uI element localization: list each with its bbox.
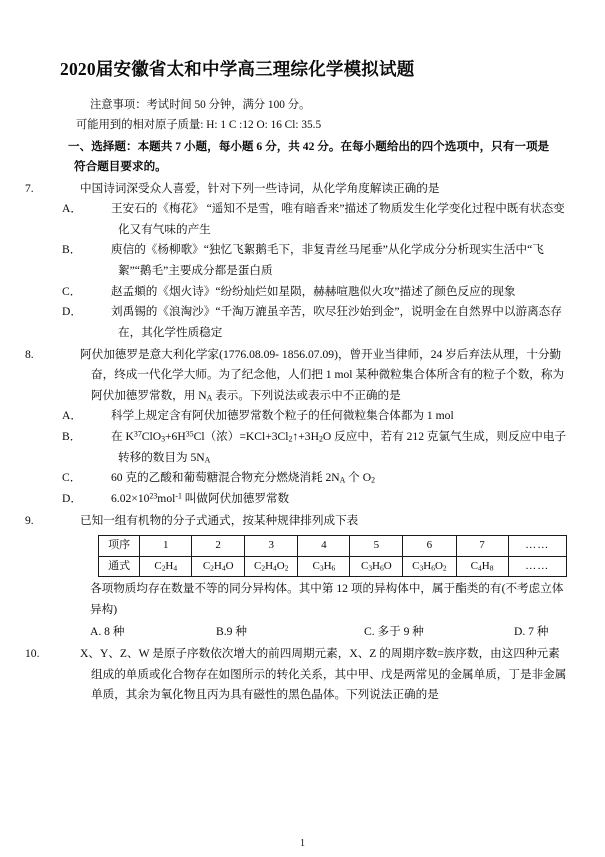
option-7-b-letter: B． bbox=[62, 243, 82, 257]
option-8-d[interactable] bbox=[62, 489, 567, 510]
question-8-text-tail: 表示。下列说法或表示中不正确的是 bbox=[212, 388, 401, 402]
option-8-c[interactable] bbox=[62, 468, 567, 489]
option-7-a-letter: A． bbox=[62, 202, 82, 216]
option-7-c[interactable] bbox=[62, 282, 567, 303]
index-cell-ellipsis: …… bbox=[508, 536, 566, 557]
choice-9-b[interactable]: B.9 种 bbox=[216, 625, 247, 639]
index-cell-1: 1 bbox=[140, 536, 192, 557]
option-8-a-letter: A． bbox=[62, 409, 82, 423]
formula-cell-4: $C_3H_6$ bbox=[298, 556, 350, 577]
option-8-d-letter: D． bbox=[62, 491, 82, 505]
choice-9-a[interactable]: A. 8 种 bbox=[90, 625, 125, 639]
option-8-b-text: 在 $K^{37}ClO_3+6H^{35}Cl$（浓）$=KCl+3Cl_2↑+3H_2O$ 反应中，若有 212 克氯气生成，则反应中电子转移的数目为 $5N_A$ bbox=[111, 429, 567, 465]
table-row-formula bbox=[99, 556, 567, 577]
question-9-stem bbox=[25, 511, 567, 532]
question-9-note: 各项物质均存在数量不等的同分异构体。其中第 12 项的异构体中，属于酯类的有(不考虑立体异构) bbox=[90, 582, 564, 617]
option-7-b-text: 庾信的《杨柳歌》“独忆飞絮鹅毛下，非复青丝马尾垂”从化学成分分析现实生活中“飞絮”“鹅毛”主要成分都是蛋白质 bbox=[111, 243, 544, 278]
index-cell-5: 5 bbox=[350, 536, 403, 557]
page-number: 1 bbox=[300, 838, 305, 849]
option-8-c-text: 60 克的乙酸和葡萄糖混合物充分燃烧消耗 $2N_A$ 个 $O_2$ bbox=[111, 471, 376, 486]
row-label-formula: 通式 bbox=[99, 556, 140, 577]
option-7-a-text: 王安石的《梅花》 “遥知不是雪，唯有暗香来”描述了物质发生化学变化过程中既有状态变化又有气味的产生 bbox=[111, 202, 565, 236]
question-8-number: 8. bbox=[25, 347, 34, 361]
option-7-a[interactable] bbox=[62, 199, 567, 240]
question-7-number: 7. bbox=[25, 181, 34, 195]
formula-table bbox=[98, 535, 567, 577]
question-10 bbox=[25, 644, 567, 706]
question-8-text: 阿伏加德罗是意大利化学家(1776.08.09- 1856.07.09)，曾开业当律师，24 岁后弃法从理，十分勤奋，终成一代化学大师。为了纪念他，人们把 1 mol 某种微粒集合体所含有的粒子个数，称为阿伏加德罗常数，用 N bbox=[80, 347, 565, 402]
option-7-d-letter: D． bbox=[62, 305, 82, 319]
question-9 bbox=[25, 511, 567, 644]
question-10-text: X、Y、Z、W 是原子序数依次增大的前四周期元素，X、Z 的周期序数=族序数，由这四种元素组成的单质或化合物存在如图所示的转化关系，其中甲、戊是两常见的金属单质，丁是非金属单质，其余为氧化物且丙为具有磁性的黑色晶体。下列说法正确的是 bbox=[80, 647, 567, 702]
index-cell-2: 2 bbox=[192, 536, 245, 557]
section-heading-line2: 符合题目要求的。 bbox=[74, 160, 167, 174]
formula-cell-2: $C_2H_4O$ bbox=[192, 556, 245, 577]
option-8-b[interactable] bbox=[62, 427, 567, 468]
formula-cell-1: $C_2H_4$ bbox=[140, 556, 192, 577]
formula-cell-6: $C_3H_6O_2$ bbox=[403, 556, 456, 577]
option-8-a[interactable] bbox=[62, 406, 567, 427]
question-10-number: 10. bbox=[25, 647, 40, 661]
formula-cell-7: $C_4H_8$ bbox=[456, 556, 508, 577]
question-9-number: 9. bbox=[25, 513, 34, 527]
table-row-index bbox=[99, 536, 567, 557]
question-8 bbox=[25, 345, 567, 510]
question-8-stem-subscript: A bbox=[206, 393, 213, 403]
index-cell-6: 6 bbox=[403, 536, 456, 557]
section-heading bbox=[68, 137, 567, 177]
question-7 bbox=[25, 179, 567, 344]
page-title: 2020届安徽省太和中学高三理综化学模拟试题 bbox=[60, 59, 415, 79]
option-7-b[interactable] bbox=[62, 240, 567, 281]
formula-cell-3: $C_2H_4O_2$ bbox=[245, 556, 298, 577]
option-7-c-text: 赵孟頫的《烟火诗》“纷纷灿烂如星陨，赫赫喧虺似火攻”描述了颜色反应的现象 bbox=[111, 284, 516, 298]
section-heading-line1: 一、选择题：本题共 7 小题，每小题 6 分，共 42 分。在每小题给出的四个选项中，只有一项是 bbox=[68, 140, 550, 154]
question-7-text: 中国诗词深受众人喜爱，针对下列一些诗词，从化学角度解读正确的是 bbox=[80, 181, 440, 195]
option-8-a-text: 科学上规定含有阿伏加德罗常数个粒子的任何微粒集合体都为 1 mol bbox=[111, 409, 454, 423]
formula-cell-ellipsis: …… bbox=[508, 556, 566, 577]
option-7-d[interactable] bbox=[62, 302, 567, 343]
index-cell-7: 7 bbox=[456, 536, 508, 557]
question-8-stem bbox=[25, 345, 567, 407]
row-label-index: 项序 bbox=[99, 536, 140, 557]
page-footer bbox=[0, 838, 605, 849]
option-8-b-letter: B． bbox=[62, 430, 82, 444]
index-cell-3: 3 bbox=[245, 536, 298, 557]
formula-cell-5: $C_3H_6O$ bbox=[350, 556, 403, 577]
exam-notice: 注意事项：考试时间 50 分钟，满分 100 分。 bbox=[90, 98, 311, 111]
index-cell-4: 4 bbox=[298, 536, 350, 557]
question-9-text: 已知一组有机物的分子式通式，按某种规律排列成下表 bbox=[80, 513, 359, 527]
choice-9-c[interactable]: C. 多于 9 种 bbox=[364, 625, 424, 639]
question-8-options bbox=[38, 406, 567, 509]
formula-table-wrapper bbox=[98, 535, 567, 577]
option-7-d-text: 刘禹锡的《浪淘沙》“千淘万漉虽辛苦，吹尽狂沙始到金”，说明金在自然界中以游离态存在，其化学性质稳定 bbox=[111, 305, 562, 339]
question-7-options bbox=[38, 199, 567, 343]
option-7-c-letter: C． bbox=[62, 284, 82, 298]
option-8-c-letter: C． bbox=[62, 471, 82, 485]
question-9-choices bbox=[90, 621, 567, 643]
atomic-mass-line: 可能用到的相对原子质量: H: 1 C :12 O: 16 Cl: 35.5 bbox=[76, 118, 322, 131]
question-10-stem bbox=[25, 644, 567, 706]
option-8-d-text: $6.02\times 10^{23}mol^{-1}$ 叫做阿伏加德罗常数 bbox=[111, 491, 290, 505]
question-7-stem bbox=[25, 179, 567, 200]
choice-9-d[interactable]: D. 7 种 bbox=[514, 625, 549, 639]
